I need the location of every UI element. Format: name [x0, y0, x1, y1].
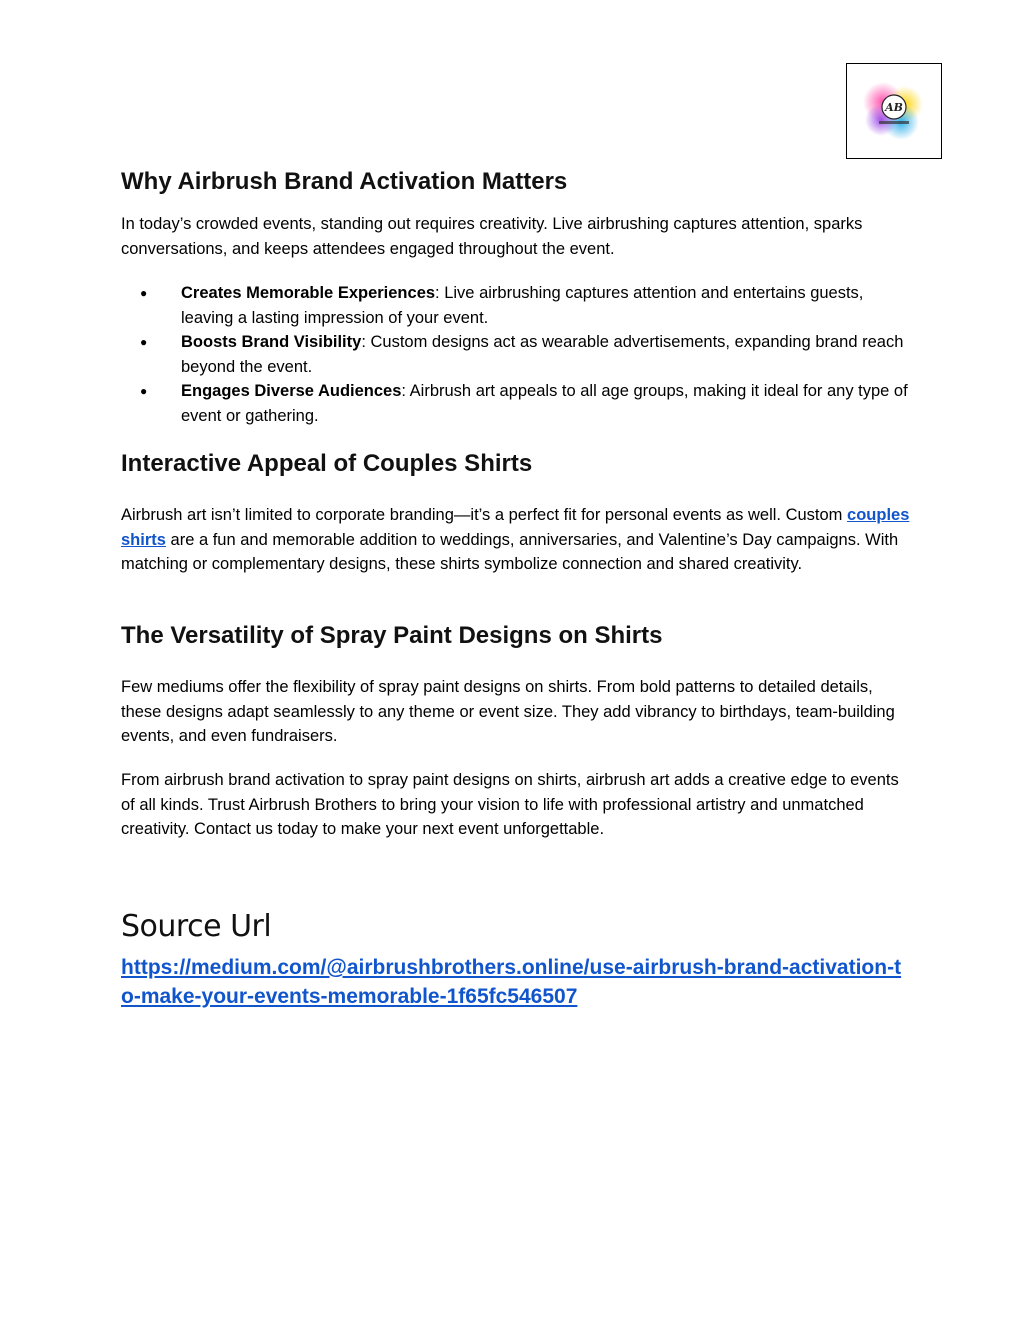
list-item	[121, 379, 911, 428]
section2-paragraph	[121, 503, 911, 577]
section3-para1-block	[121, 675, 911, 749]
bullet-text: : Airbrush art appeals to all age groups, making it ideal for any type of event or gathering.	[181, 382, 908, 425]
logo-frame	[846, 63, 942, 159]
benefits-list	[121, 281, 911, 428]
section2-text-after: are a fun and memorable addition to weddings, anniversaries, and Valentine’s Day campaigns. With matching or complementary designs, these shirts symbolize connection and shared creativity.	[121, 530, 899, 573]
bullet-title: Engages Diverse Audiences	[181, 382, 402, 400]
section2-block	[121, 503, 911, 577]
section1-intro-block	[121, 212, 911, 261]
list-item	[121, 281, 911, 330]
source-url-heading: Source Url	[121, 909, 272, 944]
section1-intro: In today’s crowded events, standing out requires creativity. Live airbrushing captures attention, sparks conversations, and keeps attendees engaged throughout the event.	[121, 215, 863, 258]
bullet-text: : Live airbrushing captures attention and entertains guests, leaving a lasting impression of your event.	[181, 284, 864, 327]
airbrush-brothers-logo-icon	[861, 80, 927, 142]
bullet-title: Creates Memorable Experiences	[181, 284, 436, 302]
bullet-icon: ●	[140, 335, 148, 349]
section3-para2-block	[121, 768, 911, 842]
section3-paragraph-1: Few mediums offer the flexibility of spray paint designs on shirts. From bold patterns to detailed details, these designs adapt seamlessly to any theme or event size. They add vibrancy to birthdays, team-building events, and even fundraisers.	[121, 678, 895, 745]
section3-paragraph-2: From airbrush brand activation to spray paint designs on shirts, airbrush art adds a creative edge to events of all kinds. Trust Airbrush Brothers to bring your vision to life with professional artistry and unmatched creativity. Contact us today to make your next event unforgettable.	[121, 771, 899, 838]
couples-shirts-link[interactable]: couples shirts	[121, 506, 910, 549]
heading-why-airbrush: Why Airbrush Brand Activation Matters	[121, 168, 568, 195]
heading-spray-paint: The Versatility of Spray Paint Designs on Shirts	[121, 622, 663, 649]
bullet-icon: ●	[140, 286, 148, 300]
section2-text-before: Airbrush art isn’t limited to corporate branding—it’s a perfect fit for personal events as well. Custom	[121, 506, 848, 524]
heading-couples-shirts: Interactive Appeal of Couples Shirts	[121, 450, 533, 477]
benefits-list-block	[121, 281, 911, 428]
source-url-link[interactable]: https://medium.com/@airbrushbrothers.online/use-airbrush-brand-activation-to-make-your-events-memorable-1f65fc546507	[121, 956, 902, 1008]
bullet-text: : Custom designs act as wearable advertisements, expanding brand reach beyond the event.	[181, 333, 904, 376]
bullet-title: Boosts Brand Visibility	[181, 333, 362, 351]
bullet-icon: ●	[140, 384, 148, 398]
logo-text: AB	[885, 101, 903, 114]
list-item	[121, 330, 911, 379]
